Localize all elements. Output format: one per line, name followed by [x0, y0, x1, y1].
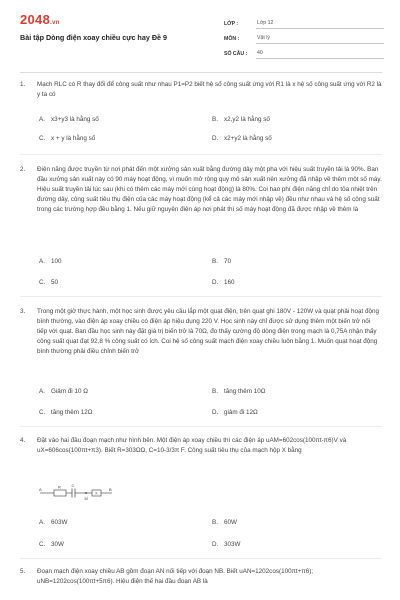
- label-c: C: [71, 483, 75, 488]
- meta-value: Lớp 12: [256, 20, 384, 29]
- option-a[interactable]: [39, 388, 88, 395]
- question-text: Đoạn mạch điện xoay chiều AB gồm đoạn AN nối tiếp với đoạn NB. Biết uAN=1202cos(100πt+π6); uNB=1202cos(100πt+5π6). Hiệu điện thế hai đầu đoạn AB là: [37, 568, 314, 585]
- resistor-symbol: [54, 490, 66, 496]
- option-b[interactable]: [212, 388, 265, 395]
- logo-text: 2048: [20, 12, 51, 27]
- question-number: 1.: [20, 81, 26, 88]
- option-text: 603W: [51, 519, 68, 526]
- option-d[interactable]: [212, 541, 240, 548]
- option-b[interactable]: [212, 258, 231, 265]
- option-letter: A.: [39, 116, 45, 123]
- question-text: Mạch RLC có R thay đổi để công suất như nhau P1=P2 biết hệ số công suất ứng với R1 là x hệ số công suất ứng với R2 là y ta có: [37, 81, 382, 98]
- option-letter: B.: [212, 116, 218, 123]
- meta-value: 40: [256, 50, 384, 59]
- question-number: 5.: [20, 568, 26, 575]
- meta-value: Vật lý: [256, 35, 384, 44]
- option-letter: D.: [212, 541, 219, 548]
- option-text: 303W: [224, 541, 241, 548]
- question-divider: [20, 296, 382, 297]
- option-letter: C.: [39, 541, 46, 548]
- question-2: [20, 165, 382, 215]
- site-logo[interactable]: [20, 12, 60, 27]
- option-text: 160: [224, 279, 235, 286]
- label-r: R: [58, 484, 61, 490]
- question-number: 2.: [20, 166, 26, 173]
- header-divider: [20, 72, 382, 73]
- question-divider: [20, 558, 382, 559]
- option-c[interactable]: [39, 409, 92, 416]
- option-letter: B.: [212, 258, 218, 265]
- option-d[interactable]: [212, 409, 258, 416]
- option-letter: D.: [212, 279, 219, 286]
- question-3: [20, 307, 382, 357]
- logo-suffix: .vn: [50, 20, 60, 26]
- option-text: x + y là hằng số: [51, 135, 96, 142]
- option-letter: D.: [212, 409, 219, 416]
- option-text: tăng thêm 12Ω: [51, 409, 93, 416]
- label-a: A: [39, 487, 42, 492]
- option-d[interactable]: [212, 135, 272, 142]
- option-letter: B.: [212, 388, 218, 395]
- option-c[interactable]: [39, 135, 95, 142]
- option-text: 50: [51, 279, 59, 286]
- document-header: [0, 0, 400, 70]
- option-letter: C.: [39, 409, 46, 416]
- question-text: Đặt vào hai đầu đoạn mạch như hình bên. Một điện áp xoay chiều thì các điện áp uAM=602cos(100πt-π6)V và uX=606cos(100πt+π3). Biết R=303ΩΩ, C=10-3/3π F. Công suất tiêu thụ của mạch hộp X bằng: [37, 437, 347, 454]
- option-a[interactable]: [39, 519, 67, 526]
- document-title: Bài tập Dòng điện xoay chiều cực hay Đề 9: [20, 33, 167, 42]
- option-text: x3+y3 là hằng số: [51, 116, 99, 123]
- option-letter: D.: [212, 135, 219, 142]
- option-d[interactable]: [212, 279, 235, 286]
- option-text: Giảm đi 10 Ω: [51, 388, 88, 395]
- option-a[interactable]: [39, 258, 62, 265]
- question-number: 4.: [20, 437, 26, 444]
- option-text: 70: [224, 258, 232, 265]
- circuit-diagram: [38, 483, 114, 503]
- option-text: 30W: [51, 541, 64, 548]
- meta-row-subject: [224, 29, 384, 44]
- option-letter: A.: [39, 388, 45, 395]
- option-text: giảm đi 12Ω: [224, 409, 258, 416]
- label-b: B: [109, 487, 112, 492]
- label-m: M: [84, 496, 88, 501]
- meta-label: MÔN :: [224, 36, 240, 42]
- option-letter: A.: [39, 258, 45, 265]
- option-b[interactable]: [212, 519, 237, 526]
- meta-info: [224, 14, 384, 59]
- option-a[interactable]: [39, 116, 99, 123]
- question-divider: [20, 426, 382, 427]
- option-letter: C.: [39, 135, 46, 142]
- label-x: X: [95, 490, 98, 496]
- option-c[interactable]: [39, 279, 58, 286]
- option-letter: B.: [212, 519, 218, 526]
- meta-label: LỚP :: [224, 21, 239, 27]
- option-letter: A.: [39, 519, 45, 526]
- option-letter: C.: [39, 279, 46, 286]
- question-divider: [20, 154, 382, 155]
- option-text: tăng thêm 10Ω: [224, 388, 266, 395]
- meta-label: SỐ CÂU :: [224, 51, 248, 57]
- option-b[interactable]: [212, 116, 270, 123]
- question-number: 3.: [20, 308, 26, 315]
- option-text: x2+y2 là hằng số: [224, 135, 272, 142]
- option-text: 100: [51, 258, 62, 265]
- question-5: [20, 567, 382, 587]
- option-text: 60W: [224, 519, 237, 526]
- question-text: Trong một giờ thực hành, một học sinh được yêu cầu lắp một quạt điện, trên quạt ghi 180V - 120W và quạt phải hoạt động bình thường, vào điện áp xoay chiều có điện áp hiệu dụng 220 V. Học sinh này chỉ được sử dụng thêm một biến trở nối tiếp với quạt. Ban đầu học sinh này đặt giá trị biến trở là 70Ω, đo thấy cường độ dòng điện trong mạch là 0,75A nhận thấy công suất quạt đạt 92,8 % công suất có ích. Coi hệ số công suất mạch điện xoay chiều luôn bằng 1. Muốn quạt hoạt động bình thường phải điều chỉnh biến trở: [37, 308, 379, 355]
- question-4: [20, 436, 382, 456]
- question-text: Điện năng được truyền từ nơi phát đến một xưởng sản xuất bằng đường dây một pha với hiệu suất truyền tải là 90%. Ban đầu xưởng sản xuất này có 90 máy hoạt động, vì muốn mở rộng quy mô sản xuất nên xưởng đã nhập về thêm một số máy. Hiệu suất truyền tải lúc sau (khi có thêm các máy mới cùng hoạt động) là 80%. Coi hao phí điện năng chỉ do tỏa nhiệt trên đường dây, công suất tiêu thụ điện của các máy hoạt động (kể cả các máy mới nhập về) đều như nhau và hệ số công suất trong các trường hợp đều bằng 1. Nếu giữ nguyên điện áp nơi phát thì số máy hoạt động đã được nhập về thêm là: [37, 166, 382, 213]
- option-text: x2,y2 là hằng số: [224, 116, 270, 123]
- meta-row-count: [224, 44, 384, 59]
- option-c[interactable]: [39, 541, 64, 548]
- meta-row-class: [224, 14, 384, 29]
- question-1: [20, 80, 382, 100]
